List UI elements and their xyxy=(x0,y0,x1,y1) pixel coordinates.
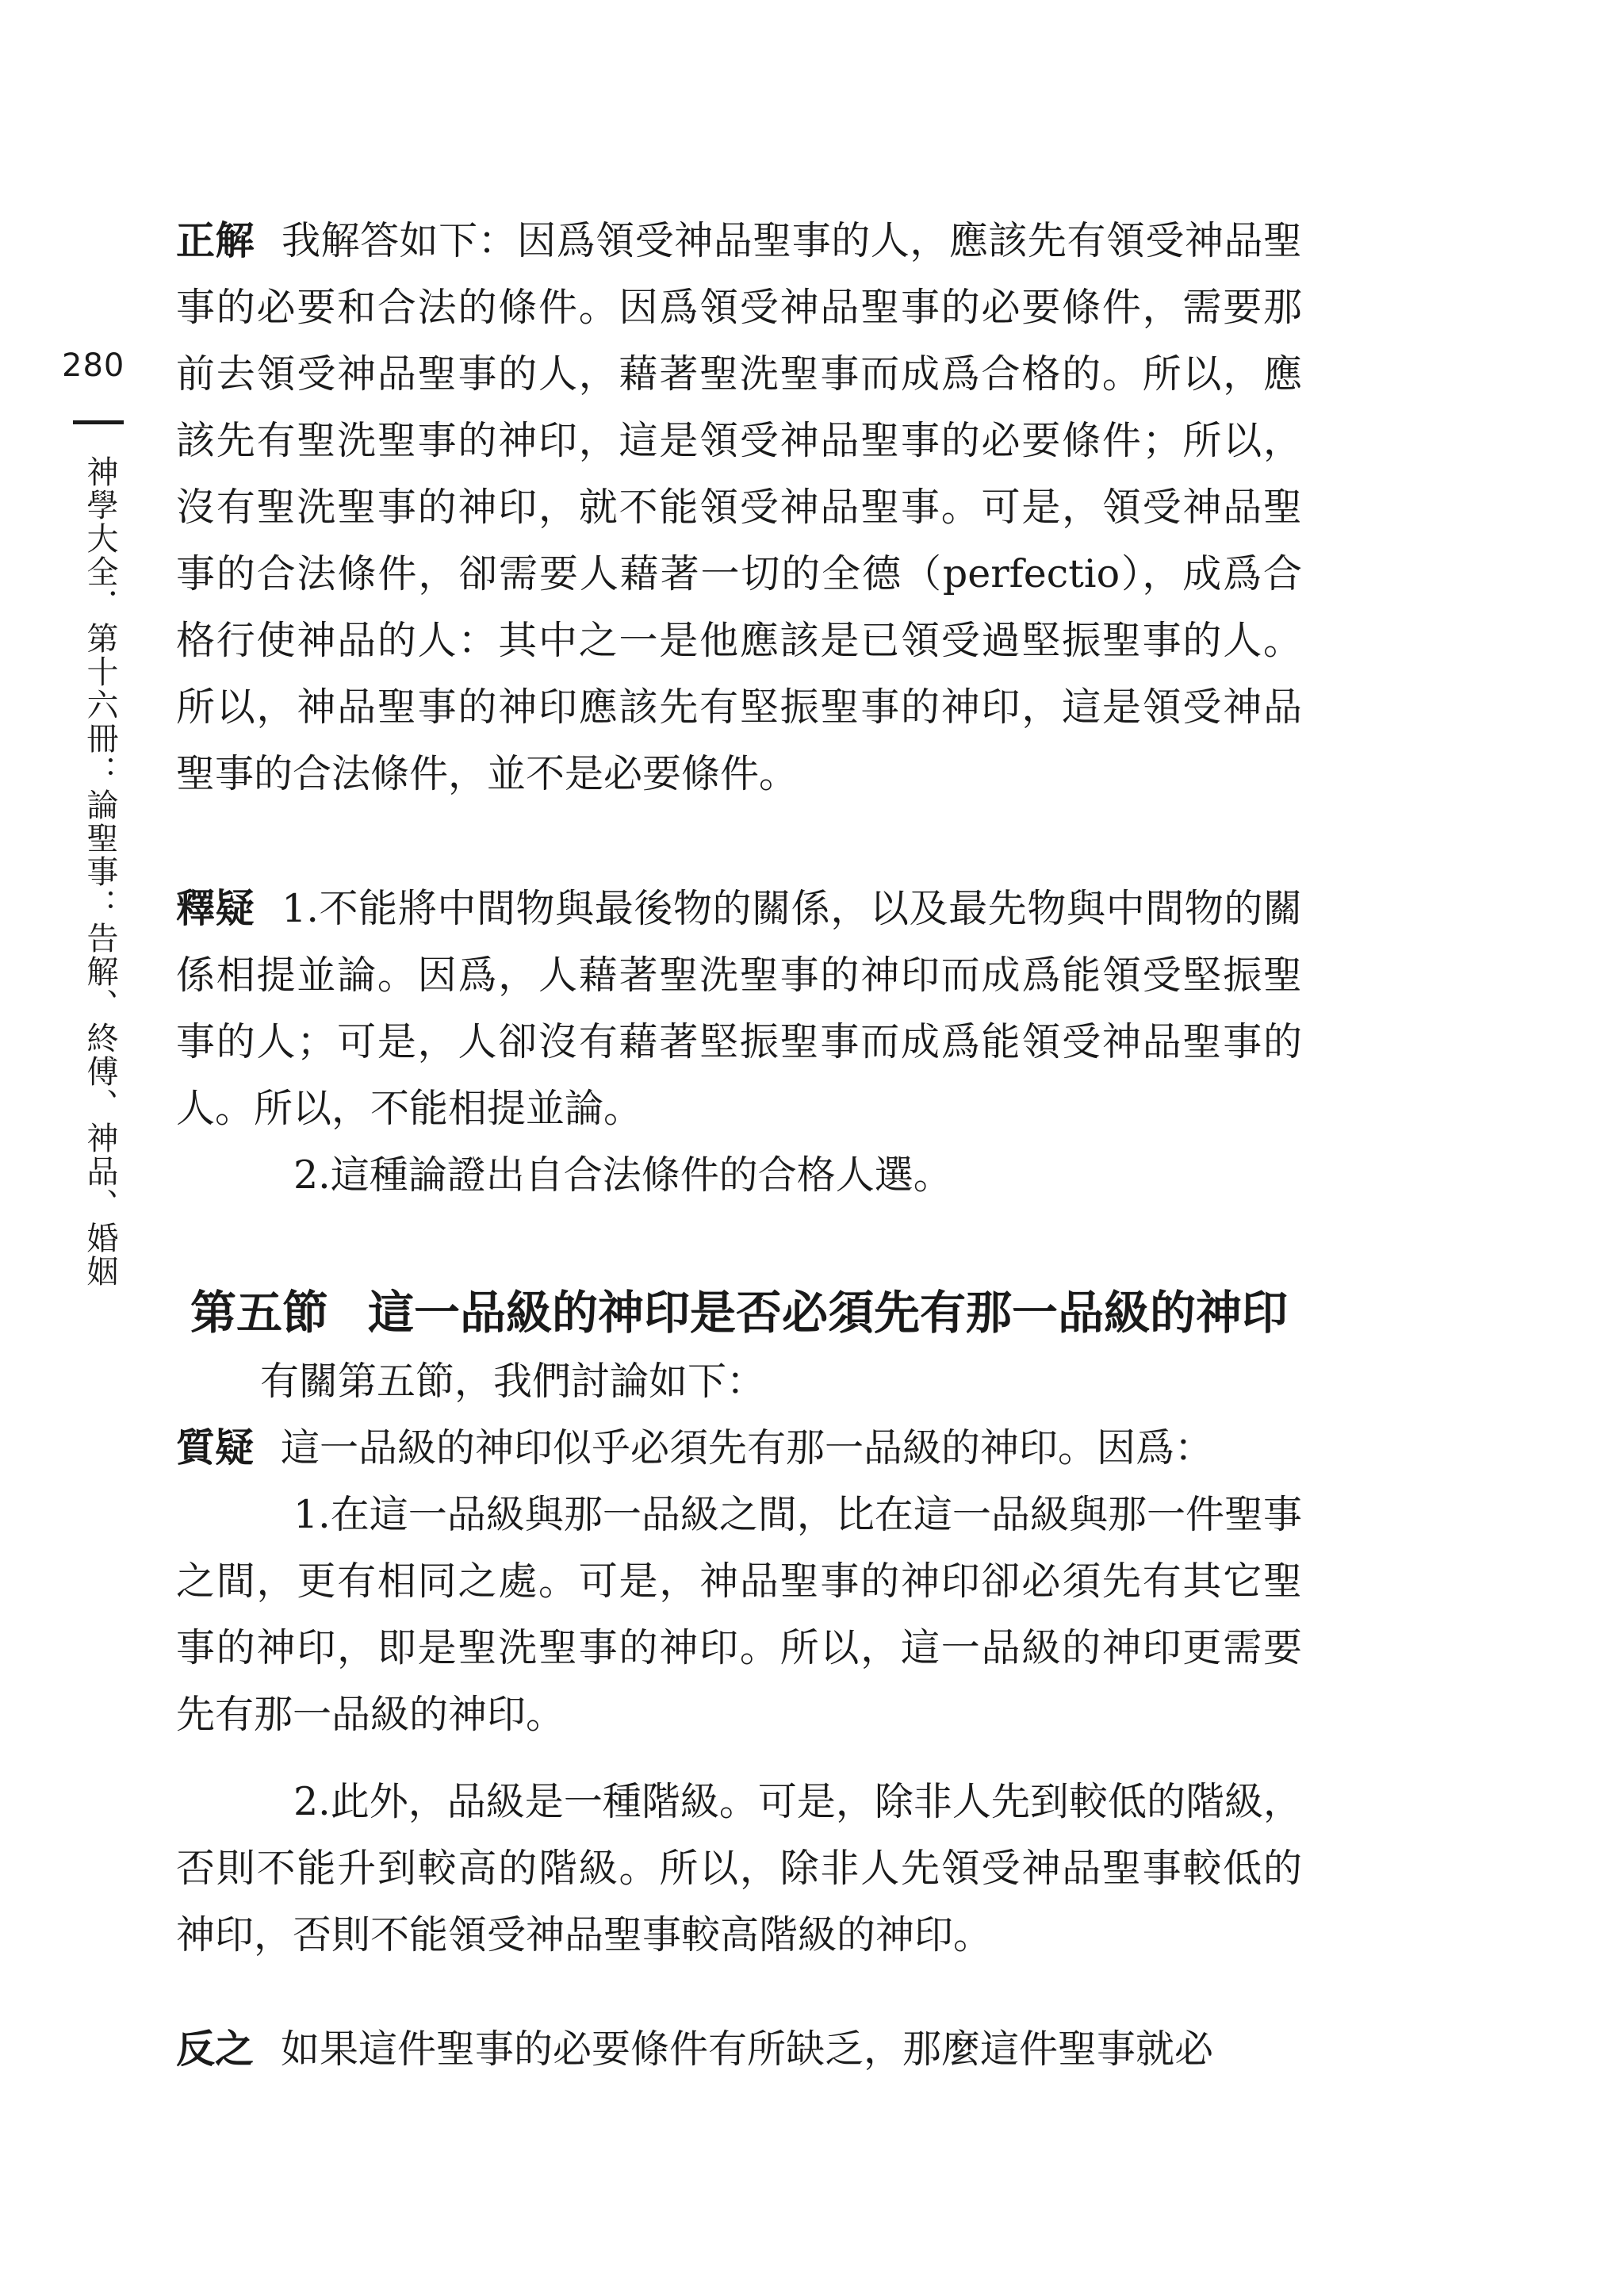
sed-contra-text: 如果這件聖事的必要條件有所缺乏，那麼這件聖事就必 xyxy=(281,2027,1214,2072)
answer-paragraph xyxy=(176,208,1302,807)
margin-rule xyxy=(73,420,124,424)
objection-1-text: 1.在這一品級與那一品級之間，比在這一品級與那一件聖事之間，更有相同之處。可是，神品聖事的神印卻必須先有其它聖事的神印，即是聖洗聖事的神印。所以，這一品級的神印更需要先有那一品級的神印。 xyxy=(176,1492,1302,1737)
page-number: 280 xyxy=(62,347,125,384)
objection-2-paragraph xyxy=(176,1769,1302,1969)
reply-1-paragraph xyxy=(176,876,1302,1142)
section-number: 第五節 xyxy=(190,1286,329,1340)
section-title: 這一品級的神印是否必須先有那一品級的神印 xyxy=(368,1286,1289,1340)
reply-2-text: 2.這種論證出自合法條件的合格人選。 xyxy=(293,1152,952,1198)
sed-contra-paragraph xyxy=(176,2016,1302,2083)
replies-label: 釋疑 xyxy=(176,886,255,931)
sed-contra-label: 反之 xyxy=(176,2027,255,2072)
running-head: 神學大全．第十六冊：論聖事：告解、終傅、神品、婚姻 xyxy=(82,455,118,1288)
section-heading xyxy=(190,1277,1302,1348)
objection-1-paragraph xyxy=(176,1482,1302,1748)
reply-2-paragraph xyxy=(176,1142,1302,1209)
objections-label: 質疑 xyxy=(176,1425,255,1471)
answer-text: 我解答如下：因爲領受神品聖事的人，應該先有領受神品聖事的必要和合法的條件。因爲領受神品聖事的必要條件，需要那前去領受神品聖事的人，藉著聖洗聖事而成爲合格的。所以，應該先有聖洗聖事的神印，這是領受神品聖事的必要條件；所以，沒有聖洗聖事的神印，就不能領受神品聖事。可是，領受神品聖事的合法條件，卻需要人藉著一切的全德（perfectio），成爲合格行使神品的人：其中之一是他應該是已領受過堅振聖事的人。所以，神品聖事的神印應該先有堅振聖事的神印，這是領受神品聖事的合法條件，並不是必要條件。 xyxy=(176,218,1302,796)
reply-1-text: 1.不能將中間物與最後物的關係，以及最先物與中間物的關係相提並論。因爲，人藉著聖洗聖事的神印而成爲能領受堅振聖事的人；可是，人卻沒有藉著堅振聖事而成爲能領受神品聖事的人。所以，不能相提並論。 xyxy=(176,886,1302,1131)
objection-2-text: 2.此外，品級是一種階級。可是，除非人先到較低的階級，否則不能升到較高的階級。所以，除非人先領受神品聖事較低的神印，否則不能領受神品聖事較高階級的神印。 xyxy=(176,1779,1302,1957)
objections-lead-text: 這一品級的神印似乎必須先有那一品級的神印。因爲： xyxy=(281,1425,1214,1471)
answer-label: 正解 xyxy=(176,218,255,263)
section-intro: 有關第五節，我們討論如下： xyxy=(260,1359,766,1404)
objections-paragraph xyxy=(176,1415,1302,1482)
main-text xyxy=(176,208,1302,2083)
